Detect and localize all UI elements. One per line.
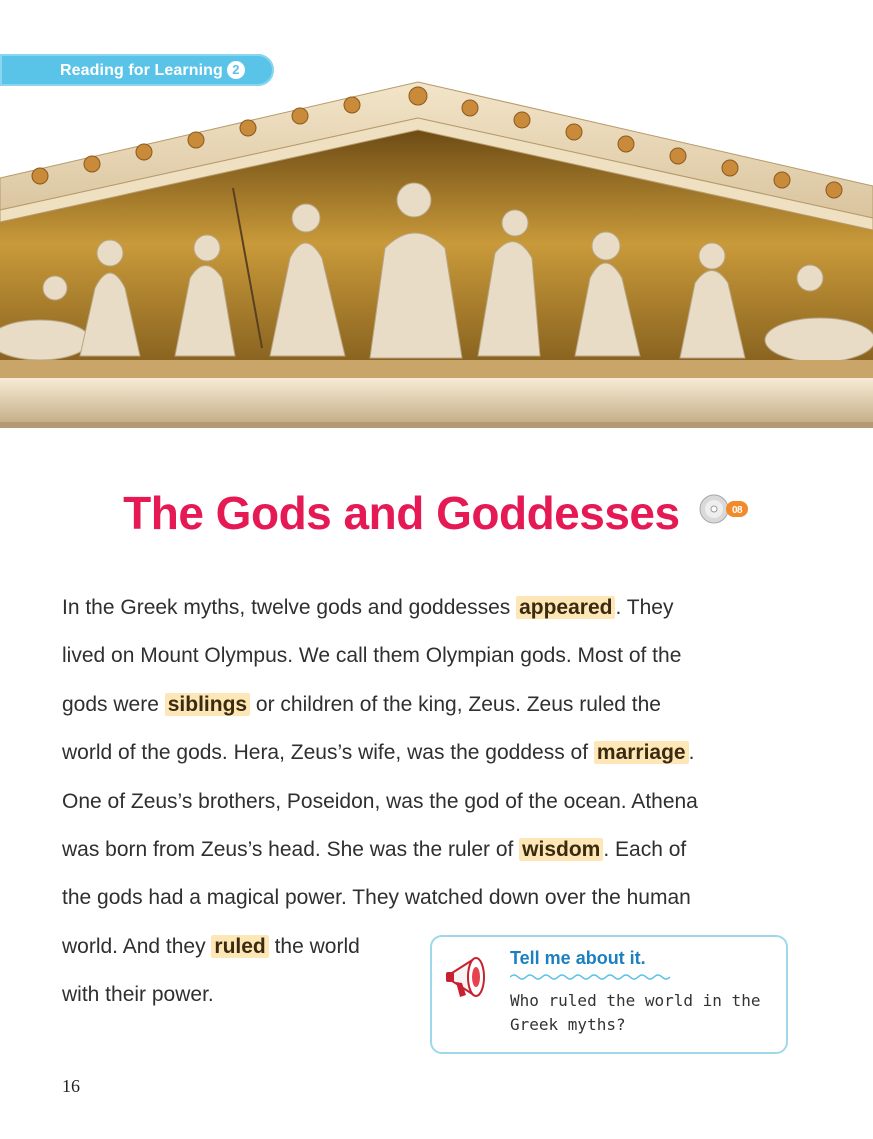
body-line: world. And they ruled the world	[62, 934, 360, 958]
audio-cd-icon[interactable]	[698, 493, 750, 525]
section-label: Reading for Learning 2	[60, 61, 245, 80]
body-line: gods were siblings or children of the king, Zeus. Zeus ruled the	[62, 692, 661, 716]
body-line: One of Zeus’s brothers, Poseidon, was the god of the ocean. Athena	[62, 789, 698, 813]
megaphone-icon	[442, 947, 502, 1007]
vocab-word: wisdom	[519, 838, 603, 861]
body-line: world of the gods. Hera, Zeus’s wife, was the goddess of marriage .	[62, 741, 695, 765]
article-title: The Gods and Goddesses 08	[0, 486, 873, 540]
section-number-badge: 2	[227, 61, 245, 79]
body-line: In the Greek myths, twelve gods and goddesses appeared . They	[62, 596, 674, 619]
callout-title: Tell me about it.	[510, 948, 646, 968]
vocab-word: ruled	[211, 935, 268, 958]
body-line: lived on Mount Olympus. We call them Olympian gods. Most of the	[62, 644, 682, 668]
wavy-divider	[510, 973, 674, 981]
body-line: the gods had a magical power. They watched down over the human	[62, 886, 691, 910]
page-number: 16	[62, 1076, 80, 1096]
vocab-word: marriage	[594, 741, 689, 764]
track-number: 08	[731, 505, 742, 516]
body-line: with their power.	[62, 983, 214, 1007]
vocab-word: siblings	[165, 693, 250, 716]
callout-question: Who ruled the world in the Greek myths?	[510, 991, 761, 1034]
body-line: was born from Zeus’s head. She was the ruler of wisdom . Each of	[62, 838, 687, 862]
tell-me-callout	[430, 935, 788, 1054]
pediment-sculpture-icon	[0, 78, 873, 440]
vocab-word: appeared	[516, 596, 615, 619]
